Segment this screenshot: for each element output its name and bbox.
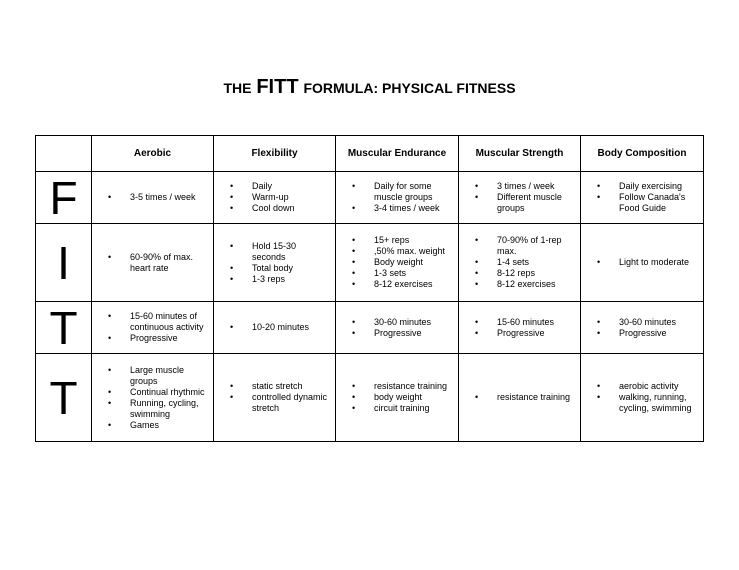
table-row [36, 354, 704, 442]
list-item: • 1-4 sets [473, 257, 576, 268]
bullet-list [336, 235, 458, 290]
table-cell [336, 354, 459, 442]
bullet-list [336, 317, 458, 339]
row-letter: T [36, 302, 92, 354]
list-item: • 1-3 reps [228, 274, 331, 285]
list-item: • Warm-up [228, 192, 331, 203]
bullet-list [581, 317, 703, 339]
table-cell [336, 172, 459, 224]
table-cell [92, 224, 214, 302]
bullet-list [459, 317, 580, 339]
fitt-table [35, 135, 704, 442]
bullet-list [214, 181, 335, 214]
table-cell [581, 172, 704, 224]
page-title [0, 76, 739, 99]
row-letter: T [36, 354, 92, 442]
bullet-list [214, 322, 335, 333]
list-item: • Cool down [228, 203, 331, 214]
list-item: • body weight [350, 392, 454, 403]
table-cell [581, 354, 704, 442]
title-emphasis: FITT [256, 76, 299, 98]
list-item: • 1-3 sets [350, 268, 454, 279]
bullet-list [336, 181, 458, 214]
list-item: • 8-12 exercises [473, 279, 576, 290]
list-item: • 8-12 exercises [350, 279, 454, 290]
column-header: Flexibility [214, 136, 336, 172]
list-item: • circuit training [350, 403, 454, 414]
list-item: • Progressive [473, 328, 576, 339]
table-cell [214, 172, 336, 224]
bullet-list [459, 181, 580, 214]
bullet-list [214, 241, 335, 285]
list-item: • Large muscle groups [106, 365, 209, 387]
list-item: • aerobic activity [595, 381, 699, 392]
list-item: • 60-90% of max. heart rate [106, 252, 209, 274]
column-header: Muscular Strength [459, 136, 581, 172]
bullet-list [336, 381, 458, 414]
column-header: Aerobic [92, 136, 214, 172]
list-item: • walking, running, cycling, swimming [595, 392, 699, 414]
list-item: • Progressive [350, 328, 454, 339]
list-item: • 30-60 minutes [350, 317, 454, 328]
table-cell [214, 302, 336, 354]
list-item: • Light to moderate [595, 257, 699, 268]
list-item: • 30-60 minutes [595, 317, 699, 328]
list-item: • 10-20 minutes [228, 322, 331, 333]
list-item: • Follow Canada's Food Guide [595, 192, 699, 214]
bullet-list [459, 392, 580, 403]
list-item: • 70-90% of 1-rep max. [473, 235, 576, 257]
table-cell [459, 224, 581, 302]
table-cell [459, 172, 581, 224]
row-letter: F [36, 172, 92, 224]
list-item: • 15+ reps [350, 235, 454, 246]
list-item: • 3 times / week [473, 181, 576, 192]
table-row [36, 302, 704, 354]
column-header: Body Composition [581, 136, 704, 172]
table-cell [92, 354, 214, 442]
list-item: • Running, cycling, swimming [106, 398, 209, 420]
list-item: • Progressive [595, 328, 699, 339]
corner-cell [36, 136, 92, 172]
bullet-list [92, 311, 213, 344]
row-letter: I [36, 224, 92, 302]
list-item: • Daily exercising [595, 181, 699, 192]
bullet-list [92, 365, 213, 431]
list-item: • ,50% max. weight [350, 246, 454, 257]
list-item: • Different muscle groups [473, 192, 576, 214]
list-item: • Continual rhythmic [106, 387, 209, 398]
list-item: • resistance training [473, 392, 576, 403]
list-item: • Daily for some muscle groups [350, 181, 454, 203]
header-row [36, 136, 704, 172]
bullet-list [459, 235, 580, 290]
bullet-list [581, 181, 703, 214]
title-suffix: FORMULA: PHYSICAL FITNESS [303, 80, 516, 96]
table-row [36, 172, 704, 224]
bullet-list [581, 257, 703, 268]
list-item: • Total body [228, 263, 331, 274]
list-item: • 15-60 minutes of continuous activity [106, 311, 209, 333]
title-prefix: THE [223, 80, 252, 96]
table-cell [459, 354, 581, 442]
list-item: • Games [106, 420, 209, 431]
list-item: • 8-12 reps [473, 268, 576, 279]
table-cell [336, 224, 459, 302]
list-item: • controlled dynamic stretch [228, 392, 331, 414]
bullet-list [214, 381, 335, 414]
list-item: • Progressive [106, 333, 209, 344]
table-cell [581, 302, 704, 354]
list-item: • 3-4 times / week [350, 203, 454, 214]
table-cell [92, 172, 214, 224]
table-cell [214, 354, 336, 442]
table-cell [92, 302, 214, 354]
list-item: • resistance training [350, 381, 454, 392]
list-item: • Hold 15-30 seconds [228, 241, 331, 263]
bullet-list [92, 192, 213, 203]
list-item: • 15-60 minutes [473, 317, 576, 328]
list-item: • 3-5 times / week [106, 192, 209, 203]
bullet-list [92, 252, 213, 274]
list-item: • Body weight [350, 257, 454, 268]
bullet-list [581, 381, 703, 414]
column-header: Muscular Endurance [336, 136, 459, 172]
list-item: • static stretch [228, 381, 331, 392]
table-cell [581, 224, 704, 302]
table-row [36, 224, 704, 302]
list-item: • Daily [228, 181, 331, 192]
table-cell [459, 302, 581, 354]
table-cell [214, 224, 336, 302]
table-cell [336, 302, 459, 354]
